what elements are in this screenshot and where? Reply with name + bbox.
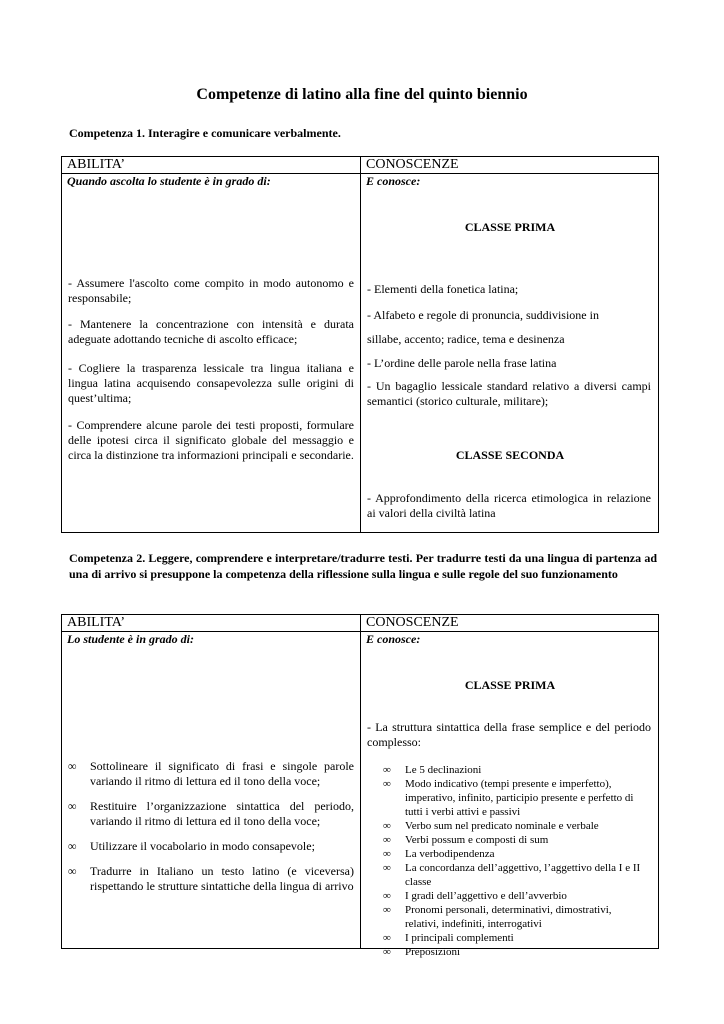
- abilita-intro: Lo studente è in grado di:: [67, 632, 195, 646]
- infinity-bullet-icon: ∞: [68, 864, 77, 878]
- conoscenze-intro: E conosce:: [366, 174, 421, 188]
- infinity-bullet-icon: ∞: [383, 778, 391, 790]
- list-item: ∞ Le 5 declinazioni: [383, 764, 482, 776]
- conoscenze-cell: [361, 174, 659, 533]
- conoscenze-intro-item: - La struttura sintattica della frase semplice e del periodo complesso:: [367, 720, 651, 749]
- list-item: ∞ Sottolineare il significato di frasi e singole parole variando il ritmo di lettura ed il tono della voce;: [68, 759, 354, 788]
- abilita-cell: [62, 632, 361, 949]
- competence-1-table: [61, 156, 659, 533]
- infinity-bullet-icon: ∞: [383, 932, 391, 944]
- conoscenze-item: sillabe, accento; radice, tema e desinenza: [367, 332, 565, 346]
- list-item: ∞ La verbodipendenza: [383, 848, 495, 860]
- list-item: ∞ La concordanza dell’aggettivo, l’aggettivo della I e II classe: [383, 862, 641, 888]
- infinity-bullet-icon: ∞: [383, 848, 391, 860]
- abilita-list: [68, 759, 354, 894]
- list-item: ∞ Modo indicativo (tempi presente e imperfetto), imperativo, infinito, participio presente e perfetto di tutti i verbi attivi e passivi: [383, 778, 634, 818]
- classe-prima-label: CLASSE PRIMA: [464, 220, 556, 234]
- classe-seconda-label: CLASSE SECONDA: [455, 448, 565, 462]
- list-item: ∞ Pronomi personali, determinativi, dimostrativi, relativi, indefiniti, interrogativi: [383, 904, 612, 930]
- infinity-bullet-icon: ∞: [383, 946, 391, 958]
- infinity-bullet-icon: ∞: [68, 759, 77, 773]
- classe-prima-label: CLASSE PRIMA: [464, 678, 556, 692]
- conoscenze-header: CONOSCENZE: [361, 615, 659, 632]
- abilita-item: - Mantenere la concentrazione con intensità e durata adeguate adottando tecniche di ascolto efficace;: [68, 317, 354, 346]
- infinity-bullet-icon: ∞: [68, 839, 77, 853]
- abilita-item: - Cogliere la trasparenza lessicale tra lingua italiana e lingua latina acquisendo consapevolezza sulle origini di quest’ultima;: [68, 361, 354, 405]
- competence-1-heading: Competenza 1. Interagire e comunicare verbalmente.: [69, 126, 341, 140]
- abilita-header: ABILITA’: [62, 615, 361, 632]
- page-title: Competenze di latino alla fine del quinto biennio: [196, 86, 528, 103]
- conoscenze-header: CONOSCENZE: [361, 157, 659, 174]
- abilita-cell: [62, 174, 361, 533]
- infinity-bullet-icon: ∞: [383, 890, 391, 902]
- infinity-bullet-icon: ∞: [383, 764, 391, 776]
- infinity-bullet-icon: ∞: [383, 862, 391, 874]
- list-item: ∞ I gradi dell’aggettivo e dell’avverbio: [383, 890, 567, 902]
- conoscenze-item: - L’ordine delle parole nella frase latina: [367, 356, 557, 370]
- abilita-item: - Comprendere alcune parole dei testi proposti, formulare delle ipotesi circa il significato globale del messaggio e circa la distinzione tra informazioni principali e secondarie.: [68, 418, 354, 462]
- infinity-bullet-icon: ∞: [383, 904, 391, 916]
- conoscenze-cell: [361, 632, 659, 958]
- infinity-bullet-icon: ∞: [68, 799, 77, 813]
- abilita-intro: Quando ascolta lo studente è in grado di:: [67, 174, 271, 188]
- list-item: ∞ Utilizzare il vocabolario in modo consapevole;: [68, 839, 315, 853]
- conoscenze-item: - Approfondimento della ricerca etimologica in relazione ai valori della civiltà latina: [367, 491, 651, 520]
- abilita-item: - Assumere l'ascolto come compito in modo autonomo e responsabile;: [68, 276, 354, 305]
- list-item: ∞ I principali complementi: [383, 932, 514, 944]
- conoscenze-item: - Un bagaglio lessicale standard relativo a diversi campi semantici (storico culturale, militare);: [367, 379, 651, 408]
- list-item: ∞ Tradurre in Italiano un testo latino (e viceversa) rispettando le strutture sintattiche della lingua di arrivo: [68, 864, 354, 893]
- infinity-bullet-icon: ∞: [383, 820, 391, 832]
- list-item: ∞ Verbi possum e composti di sum: [383, 834, 549, 846]
- infinity-bullet-icon: ∞: [383, 834, 391, 846]
- list-item: ∞ Verbo sum nel predicato nominale e verbale: [383, 820, 599, 832]
- conoscenze-item: - Alfabeto e regole di pronuncia, suddivisione in: [367, 308, 599, 322]
- abilita-header: ABILITA’: [62, 157, 361, 174]
- list-item: ∞ Preposizioni: [383, 946, 460, 958]
- conoscenze-list: [383, 763, 647, 959]
- conoscenze-item: - Elementi della fonetica latina;: [367, 282, 519, 296]
- competence-2-table: [61, 614, 659, 958]
- list-item: ∞ Restituire l’organizzazione sintattica del periodo, variando il ritmo di lettura ed il tono della voce;: [68, 799, 354, 828]
- conoscenze-intro: E conosce:: [366, 632, 421, 646]
- competence-2-heading: Competenza 2. Leggere, comprendere e interpretare/tradurre testi. Per tradurre testi da una lingua di partenza ad una di arrivo si presuppone la competenza della riflessione sulla lingua e sulle regole del suo funzionamento: [69, 551, 657, 581]
